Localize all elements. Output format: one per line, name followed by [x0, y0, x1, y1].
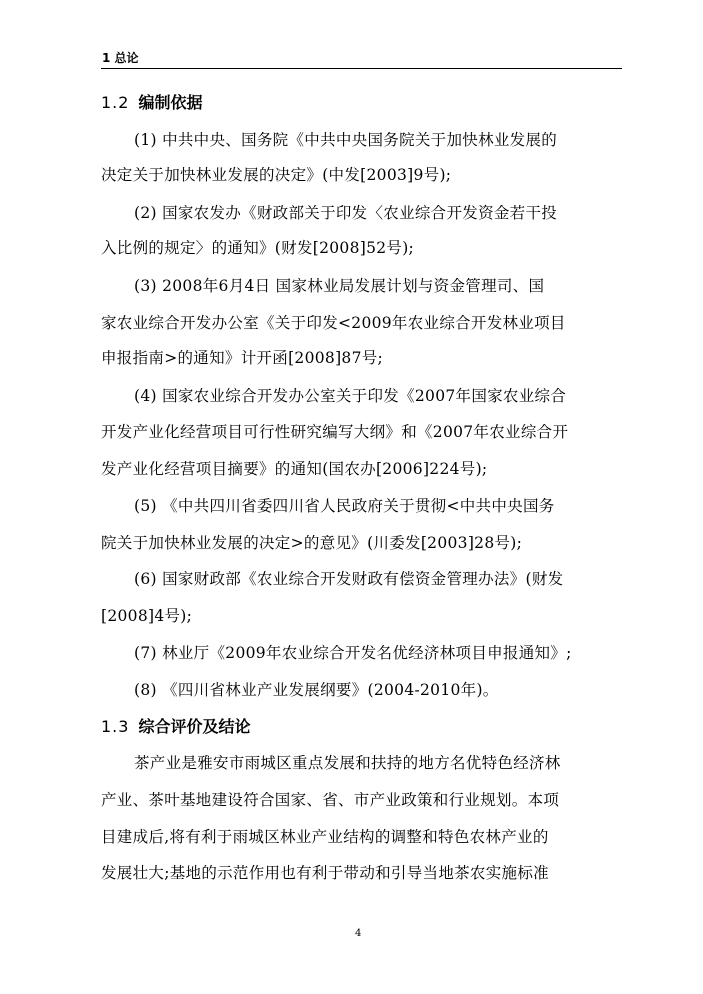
basis-line: (2) 国家农发办《财政部关于印发〈农业综合开发资金若干投 — [134, 204, 558, 222]
basis-line: 发产业化经营项目摘要》的通知(国农办[2006]224号); — [101, 460, 488, 478]
section-number: 1.3 — [101, 717, 130, 736]
basis-line: (5) 《中共四川省委四川省人民政府关于贯彻<中共中央国务 — [134, 497, 555, 515]
conclusion-line: 目建成后,将有利于雨城区林业产业结构的调整和特色农林产业的 — [101, 828, 549, 846]
section-heading-basis — [101, 92, 203, 114]
basis-line: (3) 2008年6月4日 国家林业局发展计划与资金管理司、国 — [134, 277, 545, 295]
basis-line: [2008]4号); — [101, 607, 193, 625]
basis-line: (7) 林业厅《2009年农业综合开发名优经济林项目申报通知》; — [134, 644, 572, 662]
section-title: 编制依据 — [138, 93, 203, 112]
basis-line: (6) 国家财政部《农业综合开发财政有偿资金管理办法》(财发 — [134, 570, 564, 588]
page-number: 4 — [355, 928, 362, 939]
basis-line: (8) 《四川省林业产业发展纲要》(2004-2010年)。 — [134, 681, 499, 699]
basis-line: (1) 中共中央、国务院《中共中央国务院关于加快林业发展的 — [134, 131, 558, 149]
basis-line: (4) 国家农业综合开发办公室关于印发《2007年国家农业综合 — [134, 387, 567, 405]
basis-line: 院关于加快林业发展的决定>的意见》(川委发[2003]28号); — [101, 534, 523, 552]
section-number: 1.2 — [101, 93, 130, 112]
basis-line: 家农业综合开发办公室《关于印发<2009年农业综合开发林业项目 — [101, 314, 566, 332]
conclusion-line: 产业、茶叶基地建设符合国家、省、市产业政策和行业规划。本项 — [101, 791, 560, 809]
basis-line: 开发产业化经营项目可行性研究编写大纲》和《2007年农业综合开 — [101, 423, 569, 441]
conclusion-line: 发展壮大;基地的示范作用也有利于带动和引导当地茶农实施标准 — [101, 864, 549, 882]
conclusion-line: 茶产业是雅安市雨城区重点发展和扶持的地方名优特色经济林 — [134, 754, 561, 772]
basis-line: 决定关于加快林业发展的决定》(中发[2003]9号); — [101, 166, 452, 184]
page-header-title: 1 总论 — [102, 51, 139, 65]
header-divider — [101, 68, 622, 69]
basis-line: 申报指南>的通知》计开函[2008]87号; — [101, 349, 384, 367]
section-heading-conclusion — [101, 716, 251, 738]
section-title: 综合评价及结论 — [138, 717, 251, 736]
basis-line: 入比例的规定〉的通知》(财发[2008]52号); — [101, 239, 415, 257]
